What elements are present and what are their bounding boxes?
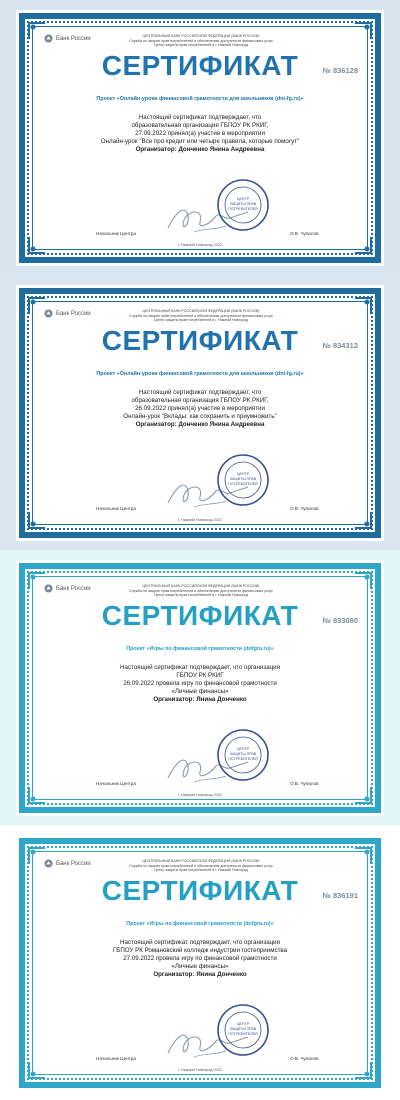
issuer-header-line: Служба по защите прав потребителей и обеспечению доступности финансовых услуг	[129, 863, 273, 868]
certificate-panel	[0, 825, 400, 1100]
certificate-body-line: Настоящий сертификат подтверждает, что	[138, 389, 262, 396]
bank-logo	[44, 309, 91, 318]
corner-ornament-icon	[354, 297, 372, 315]
issuer-header	[106, 859, 296, 873]
certificate-body-line: Настоящий сертификат подтверждает, что организация	[120, 664, 280, 671]
certificate-body-line: Настоящий сертификат подтверждает, что организация	[120, 939, 280, 946]
svg-text:ПОТРЕБИТЕЛЕЙ: ПОТРЕБИТЕЛЕЙ	[228, 757, 258, 761]
certificate-body	[56, 939, 344, 979]
bank-of-russia-emblem-icon	[44, 309, 53, 318]
certificate-body-line: ГБПОУ РК Романовский колледж индустрии гостеприимства	[112, 947, 288, 954]
bank-logo	[44, 859, 91, 868]
svg-text:ЦЕНТР: ЦЕНТР	[236, 197, 250, 201]
signer-name: О.В. Чупалов	[290, 231, 319, 236]
official-stamp	[216, 728, 270, 782]
issuer-header-line: Центр защиты прав потребителей в г. Нижний Новгород	[154, 318, 248, 323]
issue-place-year: г. Нижний Новгород 2022	[178, 518, 222, 522]
svg-text:ЦЕНТР: ЦЕНТР	[236, 1022, 250, 1026]
issuer-header-line: Служба по защите прав потребителей и обеспечению доступности финансовых услуг	[129, 38, 273, 43]
svg-text:ПОТРЕБИТЕЛЕЙ: ПОТРЕБИТЕЛЕЙ	[228, 207, 258, 211]
certificate-number: № 836191	[322, 891, 358, 900]
signer-position: Начальник Центра	[96, 231, 136, 236]
corner-ornament-icon	[354, 847, 372, 865]
certificate-panel	[0, 275, 400, 550]
official-stamp	[216, 453, 270, 507]
issuer-header-line: ЦЕНТРАЛЬНЫЙ БАНК РОССИЙСКОЙ ФЕДЕРАЦИИ (БАНК РОССИИ)	[142, 584, 260, 588]
issuer-header-line: Центр защиты прав потребителей в г. Нижний Новгород	[154, 43, 248, 48]
bank-of-russia-emblem-icon	[44, 859, 53, 868]
svg-text:ЗАЩИТЫ ПРАВ: ЗАЩИТЫ ПРАВ	[229, 202, 257, 206]
issuer-header-line: ЦЕНТРАЛЬНЫЙ БАНК РОССИЙСКОЙ ФЕДЕРАЦИИ (БАНК РОССИИ)	[142, 309, 260, 313]
certificate-body-line: «Личные финансы»	[171, 963, 229, 970]
issue-place-year: г. Нижний Новгород 2022	[178, 243, 222, 247]
organizer-line: Организатор: Донченко Янина Андреевна	[135, 421, 265, 428]
certificate-title: СЕРТИФИКАТ	[101, 600, 299, 631]
signer-position: Начальник Центра	[96, 506, 136, 511]
svg-text:ПОТРЕБИТЕЛЕЙ: ПОТРЕБИТЕЛЕЙ	[228, 1032, 258, 1036]
bank-of-russia-emblem-icon	[44, 584, 53, 593]
organizer-line: Организатор: Янина Донченко	[153, 971, 247, 978]
logo-text: Банк России	[56, 35, 91, 42]
certificate-body-line: Онлайн-урок "Все про кредит или четыре правила, которые помогут"	[100, 138, 300, 145]
certificate-body-line: образовательная организация ГБПОУ РК РКИГ,	[131, 122, 269, 129]
project-name: Проект «Онлайн-уроки финансовой грамотности для школьников (dni-fg.ru)»	[96, 371, 304, 377]
certificate-title: СЕРТИФИКАТ	[101, 325, 299, 356]
certificate-number: № 836128	[322, 66, 358, 75]
issuer-header-line: Центр защиты прав потребителей в г. Нижний Новгород	[154, 868, 248, 873]
logo-text: Банк России	[56, 310, 91, 317]
certificate	[16, 835, 384, 1091]
certificate	[16, 560, 384, 816]
logo-text: Банк России	[56, 585, 91, 592]
signer-name: О.В. Чупалов	[290, 781, 319, 786]
certificate-body-line: Онлайн-урок "Вклады: как сохранить и приумножить"	[123, 413, 277, 420]
bank-logo	[44, 34, 91, 43]
issuer-header	[106, 34, 296, 48]
project-name: Проект «Онлайн-уроки финансовой грамотности для школьников (dni-fg.ru)»	[96, 96, 304, 102]
signer-position: Начальник Центра	[96, 1056, 136, 1061]
certificate-body-line: «Личные финансы»	[171, 688, 229, 695]
certificate-number: № 834312	[322, 341, 358, 350]
certificate-body	[56, 389, 344, 429]
certificate-body	[56, 114, 344, 154]
certificate-body-line: 26.09.2022 принял(а) участие в мероприятии	[135, 405, 265, 412]
certificate-body-line: образовательная организация ГБПОУ РК РКИГ,	[131, 397, 269, 404]
issuer-header	[106, 584, 296, 598]
certificate-title: СЕРТИФИКАТ	[101, 875, 299, 906]
bank-logo	[44, 584, 91, 593]
organizer-line: Организатор: Янина Донченко	[153, 696, 247, 703]
project-name: Проект «Игры по финансовой грамотности (dofgra.ru)»	[126, 921, 274, 927]
signer-name: О.В. Чупалов	[290, 1056, 319, 1061]
certificate-body-line: 27.09.2022 принял(а) участие в мероприятии	[135, 130, 265, 137]
certificate-body-line: ГБПОУ РК РКИГ	[176, 672, 224, 679]
issuer-header-line: Служба по защите прав потребителей и обеспечению доступности финансовых услуг	[129, 588, 273, 593]
certificate-body-line: Настоящий сертификат подтверждает, что	[138, 114, 262, 121]
issue-place-year: г. Нижний Новгород 2022	[178, 793, 222, 797]
issuer-header-line: Центр защиты прав потребителей в г. Нижний Новгород	[154, 593, 248, 598]
organizer-line: Организатор: Донченко Янина Андреевна	[135, 146, 265, 153]
logo-text: Банк России	[56, 860, 91, 867]
certificate	[16, 10, 384, 266]
certificate-panel	[0, 0, 400, 275]
corner-ornament-icon	[354, 22, 372, 40]
issuer-header-line: ЦЕНТРАЛЬНЫЙ БАНК РОССИЙСКОЙ ФЕДЕРАЦИИ (БАНК РОССИИ)	[142, 34, 260, 38]
issuer-header	[106, 309, 296, 323]
official-stamp	[216, 1003, 270, 1057]
certificate-number: № 833080	[322, 616, 358, 625]
project-name: Проект «Игры по финансовой грамотности (dofgra.ru)»	[126, 646, 274, 652]
svg-text:ЦЕНТР: ЦЕНТР	[236, 472, 250, 476]
certificate-body	[56, 664, 344, 704]
certificate	[16, 285, 384, 541]
issue-place-year: г. Нижний Новгород 2022	[178, 1068, 222, 1072]
svg-text:ЦЕНТР: ЦЕНТР	[236, 747, 250, 751]
signer-name: О.В. Чупалов	[290, 506, 319, 511]
official-stamp	[216, 178, 270, 232]
issuer-header-line: Служба по защите прав потребителей и обеспечению доступности финансовых услуг	[129, 313, 273, 318]
certificate-body-line: 27.09.2022 провела игру по финансовой грамотности	[123, 955, 277, 962]
svg-text:ПОТРЕБИТЕЛЕЙ: ПОТРЕБИТЕЛЕЙ	[228, 482, 258, 486]
bank-of-russia-emblem-icon	[44, 34, 53, 43]
certificate-panel	[0, 550, 400, 825]
svg-text:ЗАЩИТЫ ПРАВ: ЗАЩИТЫ ПРАВ	[229, 752, 257, 756]
signer-position: Начальник Центра	[96, 781, 136, 786]
svg-text:ЗАЩИТЫ ПРАВ: ЗАЩИТЫ ПРАВ	[229, 477, 257, 481]
issuer-header-line: ЦЕНТРАЛЬНЫЙ БАНК РОССИЙСКОЙ ФЕДЕРАЦИИ (БАНК РОССИИ)	[142, 859, 260, 863]
svg-text:ЗАЩИТЫ ПРАВ: ЗАЩИТЫ ПРАВ	[229, 1027, 257, 1031]
certificate-body-line: 26.09.2022 провела игру по финансовой грамотности	[123, 680, 277, 687]
certificate-title: СЕРТИФИКАТ	[101, 50, 299, 81]
corner-ornament-icon	[354, 572, 372, 590]
